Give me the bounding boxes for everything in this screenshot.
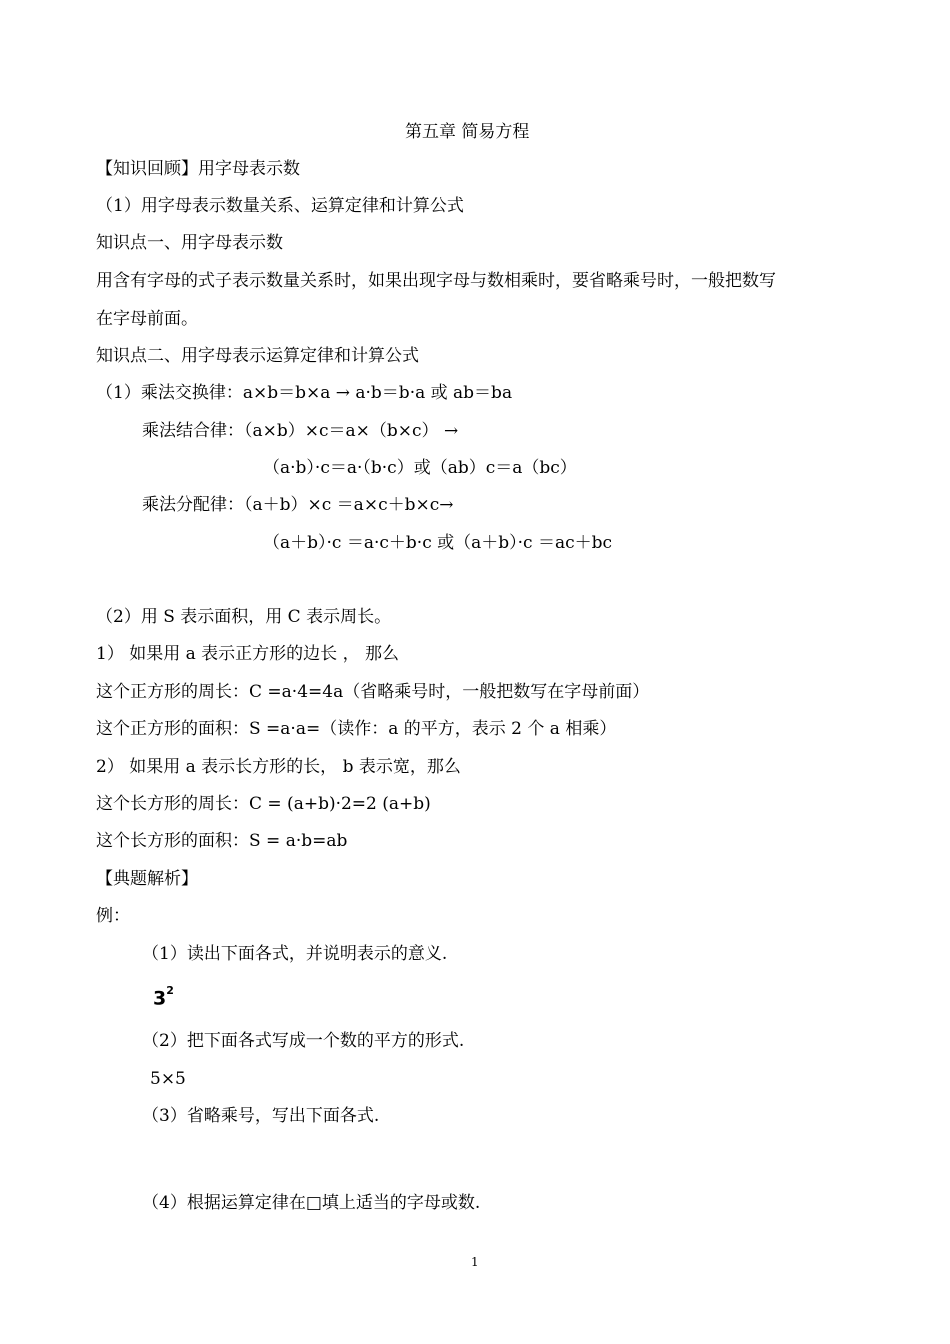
- text-line: 例：: [96, 906, 130, 926]
- question-line: （1）读出下面各式，并说明表示的意义.: [142, 944, 448, 964]
- formula-line: （a·b）·c＝a·（b·c）或（ab）c＝a（bc）: [263, 458, 577, 478]
- paragraph-line: 用含有字母的式子表示数量关系时，如果出现字母与数相乘时，要省略乘号时，一般把数写: [96, 271, 776, 291]
- text-line: （2）用 S 表示面积，用 C 表示周长。: [96, 607, 392, 627]
- text-line: （1）用字母表示数量关系、运算定律和计算公式: [96, 196, 464, 216]
- expression-line: 5×5: [150, 1069, 186, 1089]
- formula-line: （1）乘法交换律：a×b＝b×a → a·b＝b·a 或 ab＝ba: [96, 383, 513, 403]
- power-base: 3: [153, 987, 167, 1010]
- question-line: （2）把下面各式写成一个数的平方的形式.: [142, 1031, 465, 1051]
- question-line: （4）根据运算定律在□填上适当的字母或数.: [142, 1193, 481, 1213]
- text-line: 1） 如果用 a 表示正方形的边长 ， 那么: [96, 644, 399, 664]
- power-expression: [153, 983, 174, 1009]
- page-title: 第五章 简易方程: [405, 122, 530, 142]
- question-line: （3）省略乘号，写出下面各式.: [142, 1106, 380, 1126]
- text-line: 2） 如果用 a 表示长方形的长， b 表示宽，那么: [96, 757, 461, 777]
- section-heading: 【知识回顾】用字母表示数: [96, 159, 300, 179]
- power-exponent: 2: [166, 984, 174, 997]
- text-line: 这个长方形的周长：C = (a+b)·2=2 (a+b): [96, 794, 431, 814]
- formula-line: 乘法结合律：（a×b）×c＝a×（b×c） →: [142, 421, 459, 441]
- text-line: 知识点二、用字母表示运算定律和计算公式: [96, 346, 419, 366]
- formula-line: 乘法分配律：（a＋b）×c ＝a×c＋b×c→: [142, 495, 454, 515]
- paragraph-line: 在字母前面。: [96, 309, 198, 329]
- text-line: 这个长方形的面积：S = a·b=ab: [96, 831, 348, 851]
- text-line: 这个正方形的面积：S =a·a=（读作：a 的平方，表示 2 个 a 相乘）: [96, 719, 617, 739]
- page-number: 1: [471, 1255, 479, 1269]
- text-line: 知识点一、用字母表示数: [96, 233, 283, 253]
- text-line: 这个正方形的周长：C =a·4=4a（省略乘号时，一般把数写在字母前面）: [96, 682, 650, 702]
- section-heading: 【典题解析】: [96, 869, 198, 889]
- formula-line: （a＋b）·c ＝a·c＋b·c 或（a＋b）·c ＝ac＋bc: [263, 533, 613, 553]
